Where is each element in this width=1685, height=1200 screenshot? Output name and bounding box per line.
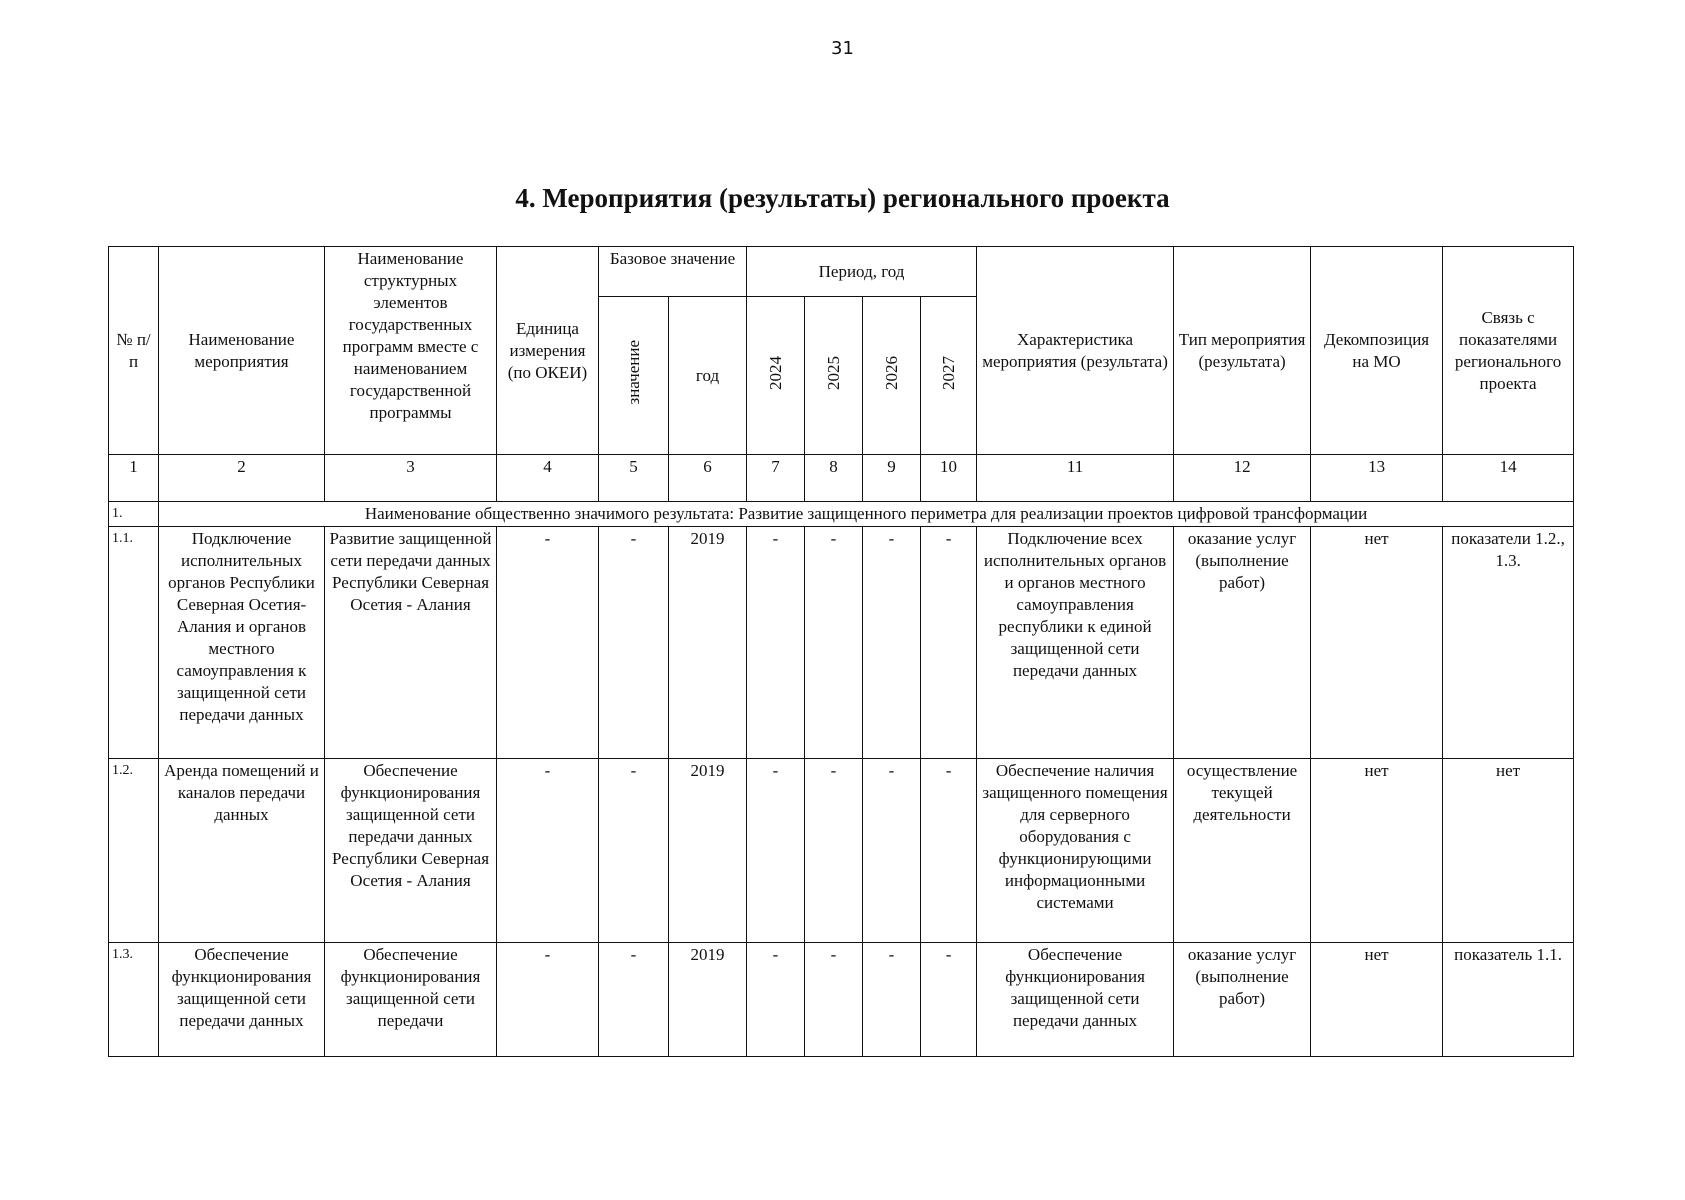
row-characteristic: Обеспечение функционирования защищенной сети передачи данных bbox=[977, 943, 1174, 1057]
row-num: 1.1. bbox=[109, 527, 159, 759]
header-year-2026: 2026 bbox=[863, 297, 921, 455]
row-base-value: - bbox=[599, 759, 669, 943]
table-row bbox=[109, 759, 1574, 943]
row-struct: Развитие защищенной сети передачи данных Республики Северная Осетия - Алания bbox=[325, 527, 497, 759]
row-num: 1.2. bbox=[109, 759, 159, 943]
row-link: показатель 1.1. bbox=[1443, 943, 1574, 1057]
column-number: 9 bbox=[863, 455, 921, 502]
row-2024: - bbox=[747, 759, 805, 943]
row-decomposition: нет bbox=[1311, 759, 1443, 943]
row-name: Подключение исполнительных органов Республики Северная Осетия-Алания и органов местного самоуправления к защищенной сети передачи данных bbox=[159, 527, 325, 759]
row-2027: - bbox=[921, 759, 977, 943]
row-type: оказание услуг (выполнение работ) bbox=[1174, 943, 1311, 1057]
column-number: 13 bbox=[1311, 455, 1443, 502]
row-decomposition: нет bbox=[1311, 943, 1443, 1057]
header-year-2025: 2025 bbox=[805, 297, 863, 455]
header-year-2027: 2027 bbox=[921, 297, 977, 455]
page-number: 31 bbox=[831, 38, 854, 59]
row-2027: - bbox=[921, 527, 977, 759]
row-2025: - bbox=[805, 527, 863, 759]
column-number: 11 bbox=[977, 455, 1174, 502]
row-characteristic: Подключение всех исполнительных органов и органов местного самоуправления республики к единой защищенной сети передачи данных bbox=[977, 527, 1174, 759]
header-struct: Наименование структурных элементов государственных программ вместе с наименованием государственной программы bbox=[325, 247, 497, 455]
row-unit: - bbox=[497, 759, 599, 943]
row-link: нет bbox=[1443, 759, 1574, 943]
row-2026: - bbox=[863, 527, 921, 759]
row-base-year: 2019 bbox=[669, 943, 747, 1057]
column-number: 12 bbox=[1174, 455, 1311, 502]
column-number: 14 bbox=[1443, 455, 1574, 502]
row-struct: Обеспечение функционирования защищенной сети передачи данных Республики Северная Осетия - Алания bbox=[325, 759, 497, 943]
header-period-group: Период, год bbox=[747, 247, 977, 297]
header-num: № п/ п bbox=[109, 247, 159, 455]
header-base-value: значение bbox=[599, 297, 669, 455]
row-type: оказание услуг (выполнение работ) bbox=[1174, 527, 1311, 759]
row-2025: - bbox=[805, 943, 863, 1057]
column-number: 7 bbox=[747, 455, 805, 502]
header-characteristic: Характеристика мероприятия (результата) bbox=[977, 247, 1174, 455]
column-number: 1 bbox=[109, 455, 159, 502]
column-number: 8 bbox=[805, 455, 863, 502]
header-base-year: год bbox=[669, 297, 747, 455]
row-name: Аренда помещений и каналов передачи данных bbox=[159, 759, 325, 943]
row-unit: - bbox=[497, 943, 599, 1057]
header-name: Наименование мероприятия bbox=[159, 247, 325, 455]
header-link: Связь с показателями регионального проекта bbox=[1443, 247, 1574, 455]
header-decomposition: Декомпозиция на МО bbox=[1311, 247, 1443, 455]
section-text: Наименование общественно значимого результата: Развитие защищенного периметра для реализации проектов цифровой трансформации bbox=[159, 502, 1574, 527]
row-base-year: 2019 bbox=[669, 759, 747, 943]
header-unit: Единица измерения (по ОКЕИ) bbox=[497, 247, 599, 455]
row-2025: - bbox=[805, 759, 863, 943]
column-number: 6 bbox=[669, 455, 747, 502]
row-name: Обеспечение функционирования защищенной сети передачи данных bbox=[159, 943, 325, 1057]
row-type: осуществление текущей деятельности bbox=[1174, 759, 1311, 943]
header-base-group: Базовое значение bbox=[599, 247, 747, 297]
row-2027: - bbox=[921, 943, 977, 1057]
column-numbers-row bbox=[109, 455, 1574, 502]
row-2024: - bbox=[747, 527, 805, 759]
column-number: 3 bbox=[325, 455, 497, 502]
row-base-value: - bbox=[599, 943, 669, 1057]
section-row bbox=[109, 502, 1574, 527]
table-row bbox=[109, 943, 1574, 1057]
row-link: показатели 1.2., 1.3. bbox=[1443, 527, 1574, 759]
header-year-2024: 2024 bbox=[747, 297, 805, 455]
table-header bbox=[109, 247, 1574, 455]
row-base-value: - bbox=[599, 527, 669, 759]
column-number: 4 bbox=[497, 455, 599, 502]
column-number: 2 bbox=[159, 455, 325, 502]
row-2026: - bbox=[863, 943, 921, 1057]
table-row bbox=[109, 527, 1574, 759]
row-num: 1.3. bbox=[109, 943, 159, 1057]
row-2026: - bbox=[863, 759, 921, 943]
column-number: 5 bbox=[599, 455, 669, 502]
results-table bbox=[108, 246, 1574, 1057]
row-base-year: 2019 bbox=[669, 527, 747, 759]
section-title: 4. Мероприятия (результаты) регионального проекта bbox=[515, 183, 1170, 213]
row-struct: Обеспечение функционирования защищенной сети передачи bbox=[325, 943, 497, 1057]
section-num: 1. bbox=[109, 502, 159, 527]
row-decomposition: нет bbox=[1311, 527, 1443, 759]
row-unit: - bbox=[497, 527, 599, 759]
row-2024: - bbox=[747, 943, 805, 1057]
header-type: Тип мероприятия (результата) bbox=[1174, 247, 1311, 455]
column-number: 10 bbox=[921, 455, 977, 502]
row-characteristic: Обеспечение наличия защищенного помещения для серверного оборудования с функционирующими информационными системами bbox=[977, 759, 1174, 943]
